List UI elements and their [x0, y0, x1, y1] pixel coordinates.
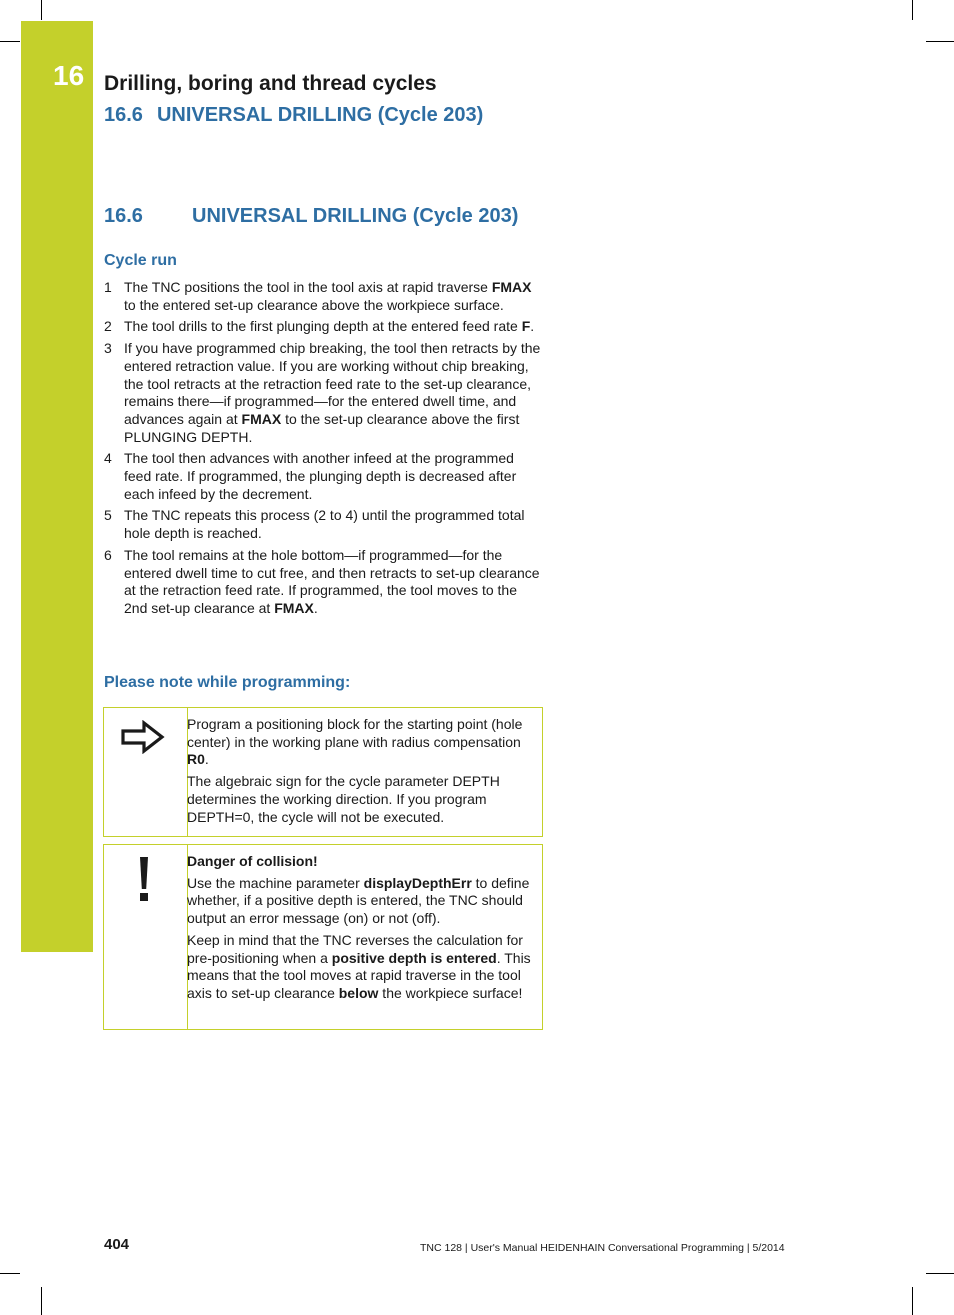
info-box-icon-column: [104, 708, 188, 836]
step-number: 2: [104, 318, 112, 335]
info-box-content: [187, 716, 534, 830]
section-title: [104, 205, 518, 228]
crop-mark: [0, 41, 20, 42]
section-number: 16.6: [104, 205, 143, 227]
step-text: The tool then advances with another infeed at the programmed feed rate. If programmed, the plunging depth is decreased after each infeed by the decrement.: [124, 450, 517, 502]
step-text: to the set-up clearance above the first PLUNGING DEPTH.: [124, 410, 520, 445]
crop-mark: [0, 1273, 20, 1274]
info-box: [103, 707, 543, 837]
info-text: Program a positioning block for the starting point (hole center) in the working plane with radius compensation: [187, 716, 523, 750]
arrow-right-outline-icon: [120, 720, 166, 754]
step-text: If you have programmed chip breaking, the tool then retracts by the entered retraction value. If you are working without chip breaking, the tool retracts at the retraction feed rate to the set-up clearance, remains there—if programmed—for the entered dwell time, and advances again at: [124, 340, 541, 427]
emphasis-text: positive depth is entered: [331, 949, 497, 966]
crop-mark: [912, 1287, 913, 1315]
emphasis-text: below: [338, 984, 379, 1001]
page-number: 404: [104, 1236, 130, 1253]
list-item: [104, 279, 544, 314]
warning-text: Keep in mind that the TNC reverses the calculation for pre-positioning when a: [187, 931, 523, 966]
warning-title-text: Danger of collision!: [187, 853, 318, 869]
step-text: The tool drills to the first plunging depth at the entered feed rate: [124, 318, 522, 335]
list-item: [104, 318, 544, 336]
info-text: .: [204, 751, 209, 768]
step-text: The TNC positions the tool in the tool axis at rapid traverse: [124, 279, 492, 295]
crop-mark: [926, 1273, 954, 1274]
list-item: [104, 340, 544, 446]
step-number: 3: [104, 340, 112, 357]
warning-text: the workpiece surface!: [378, 984, 523, 1001]
warning-box: [103, 844, 543, 1030]
step-number: 5: [104, 507, 112, 524]
cycle-run-steps: [104, 279, 544, 622]
list-item: [104, 450, 544, 503]
crop-mark: [912, 0, 913, 20]
chapter-sidebar: [21, 21, 93, 952]
crop-mark: [41, 1287, 42, 1315]
step-text: to the entered set-up clearance above the workpiece surface.: [124, 296, 504, 313]
code-keyword: FMAX: [491, 279, 532, 295]
step-text: .: [530, 318, 535, 335]
warning-paragraph: [187, 875, 534, 928]
chapter-number: 16: [53, 60, 85, 91]
footer-text: TNC 128 | User's Manual HEIDENHAIN Conversational Programming | 5/2014: [420, 1242, 785, 1254]
code-keyword: R0: [187, 751, 205, 768]
running-header-section-title: UNIVERSAL DRILLING (Cycle 203): [156, 104, 484, 126]
step-text: .: [313, 599, 318, 616]
notes-heading: Please note while programming:: [104, 674, 351, 691]
code-keyword: FMAX: [241, 410, 282, 427]
parameter-name: displayDepthErr: [363, 874, 472, 891]
warning-text: to define whether, if a positive depth is entered, the TNC should output an error message (on) or not (off).: [187, 874, 530, 927]
step-number: 1: [104, 279, 112, 295]
warning-box-content: [187, 853, 534, 1007]
step-text: The TNC repeats this process (2 to 4) until the programmed total hole depth is reached.: [124, 507, 525, 542]
running-header-section: [104, 104, 483, 127]
running-header-section-number: 16.6: [104, 104, 143, 126]
list-item: [104, 507, 544, 542]
warning-text: Use the machine parameter: [187, 874, 364, 891]
list-item: [104, 547, 544, 618]
info-paragraph: [187, 716, 534, 769]
step-number: 6: [104, 546, 112, 563]
step-text: The tool remains at the hole bottom—if programmed—for the entered dwell time to cut free, and then retracts to set-up clearance at the retraction feed rate. If programmed, the tool moves to the 2nd set-up clearance at: [124, 546, 540, 616]
step-number: 4: [104, 450, 112, 467]
section-title-text: UNIVERSAL DRILLING (Cycle 203): [192, 205, 519, 227]
warning-title: [187, 853, 534, 871]
warning-box-icon-column: [104, 845, 188, 1029]
running-header-chapter: Drilling, boring and thread cycles: [104, 72, 437, 95]
code-keyword: FMAX: [274, 599, 314, 616]
warning-paragraph: [187, 932, 534, 1003]
code-keyword: F: [521, 318, 531, 335]
crop-mark: [41, 0, 42, 20]
crop-mark: [926, 41, 954, 42]
exclamation-icon: [136, 857, 152, 903]
info-paragraph: The algebraic sign for the cycle parameter DEPTH determines the working direction. If you program DEPTH=0, the cycle will not be executed.: [187, 773, 500, 825]
warning-text: . This means that the tool moves at rapid traverse in the tool axis to set-up clearance: [187, 949, 531, 1001]
cycle-run-heading: Cycle run: [104, 252, 177, 269]
